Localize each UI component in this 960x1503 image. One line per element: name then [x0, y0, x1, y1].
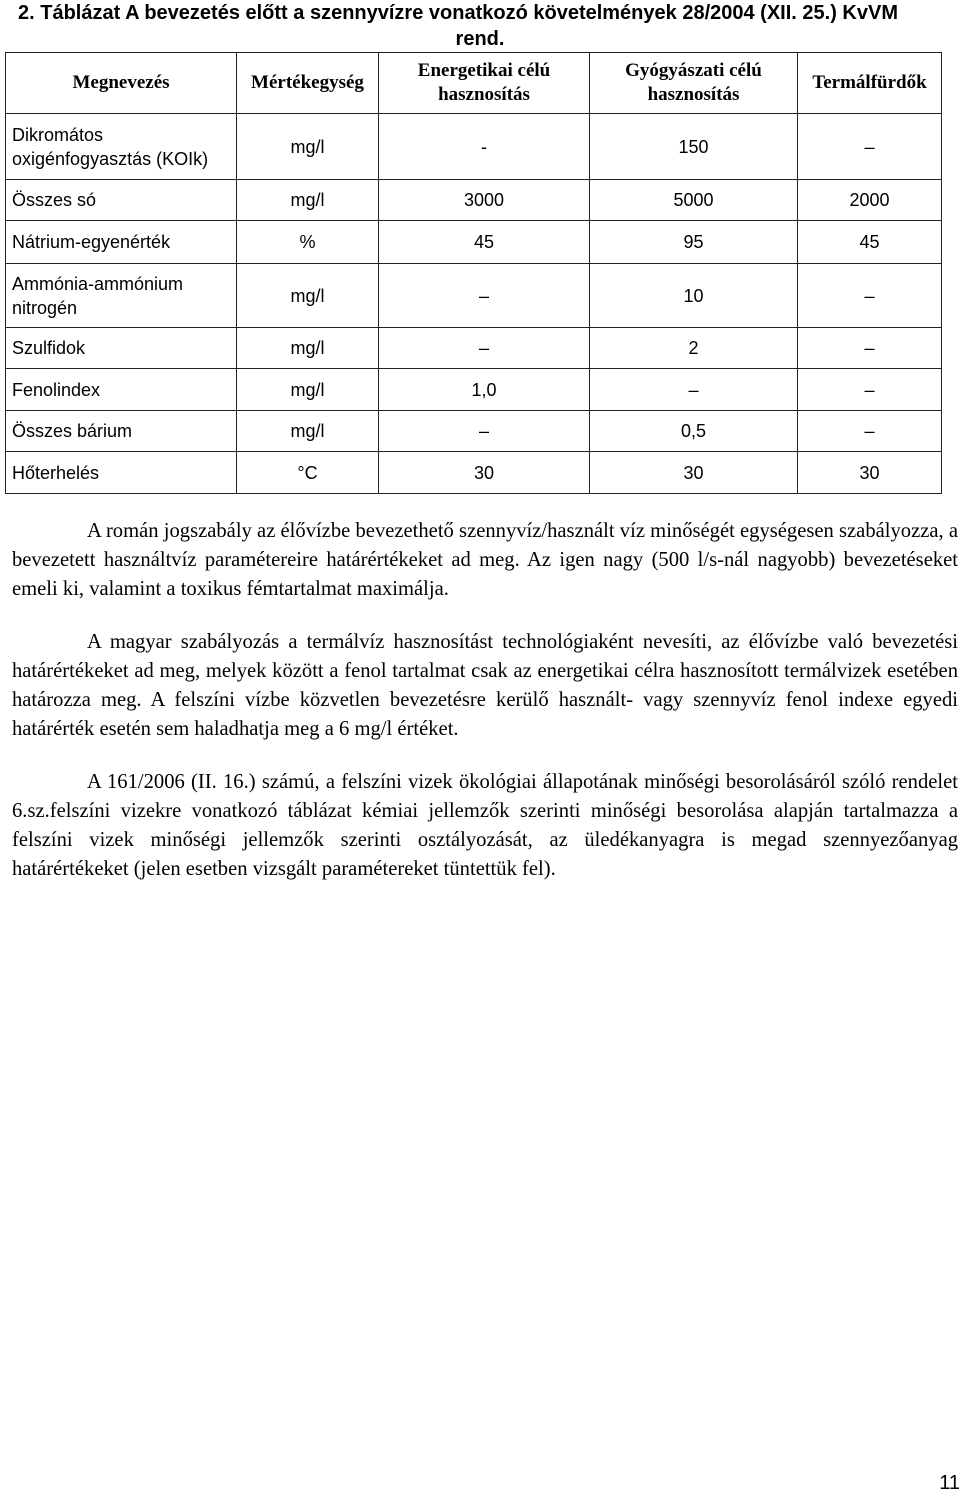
row-thermal-bath: 30 — [798, 452, 942, 494]
paragraph: A román jogszabály az élővízbe bevezethető szennyvíz/használt víz minőségét egységesen szabályozza, a bevezetett használtvíz paramétereire határértékeket ad meg. Az igen nagy (500 l/s-nál nagyobb) bevezetéseket emeli ki, valamint a toxikus fémtartalmat maximálja. — [12, 520, 958, 600]
row-name: Szulfidok — [6, 328, 237, 369]
row-name: Hőterhelés — [6, 452, 237, 494]
table-row — [6, 452, 942, 494]
row-unit: mg/l — [237, 180, 379, 221]
row-medical: 10 — [590, 264, 798, 328]
row-thermal-bath: – — [798, 264, 942, 328]
row-medical: 95 — [590, 221, 798, 264]
page-number: 11 — [939, 1472, 960, 1494]
table-caption-line1: 2. Táblázat A bevezetés előtt a szennyvízre vonatkozó követelmények 28/2004 (XII. 25.) KvVM — [18, 2, 898, 24]
row-name: Dikromátos oxigénfogyasztás (KOIk) — [6, 114, 237, 180]
row-unit: mg/l — [237, 328, 379, 369]
row-energetic: 1,0 — [379, 369, 590, 411]
table-row — [6, 114, 942, 180]
table-caption-line2: rend. — [455, 28, 505, 50]
row-energetic: – — [379, 328, 590, 369]
row-thermal-bath: – — [798, 369, 942, 411]
table-row — [6, 221, 942, 264]
header-medical: Gyógyászati célú hasznosítás — [590, 53, 798, 114]
row-unit: mg/l — [237, 411, 379, 452]
row-name: Összes só — [6, 180, 237, 221]
requirements-table — [5, 52, 942, 494]
table-row — [6, 180, 942, 221]
table-row — [6, 411, 942, 452]
row-thermal-bath: 45 — [798, 221, 942, 264]
row-name: Ammónia-ammónium nitrogén — [6, 264, 237, 328]
header-energetic: Energetikai célú hasznosítás — [379, 53, 590, 114]
row-medical: 0,5 — [590, 411, 798, 452]
row-medical: 2 — [590, 328, 798, 369]
row-thermal-bath: – — [798, 114, 942, 180]
body-text — [12, 517, 958, 908]
row-thermal-bath: – — [798, 328, 942, 369]
row-medical: 5000 — [590, 180, 798, 221]
table-row — [6, 328, 942, 369]
row-energetic: - — [379, 114, 590, 180]
row-name: Összes bárium — [6, 411, 237, 452]
header-thermal-bath: Termálfürdők — [798, 53, 942, 114]
table-row — [6, 264, 942, 328]
row-unit: °C — [237, 452, 379, 494]
row-energetic: 30 — [379, 452, 590, 494]
row-medical: 30 — [590, 452, 798, 494]
row-thermal-bath: – — [798, 411, 942, 452]
row-medical: 150 — [590, 114, 798, 180]
row-unit: mg/l — [237, 369, 379, 411]
row-unit: % — [237, 221, 379, 264]
row-unit: mg/l — [237, 114, 379, 180]
paragraph: A magyar szabályozás a termálvíz hasznosítást technológiaként nevesíti, az élővízbe való bevezetési határértékeket ad meg, melyek között a fenol tartalmat csak az energetikai célra hasznosított termálvizek esetében határozza meg. A felszíni vízbe közvetlen bevezetésre kerülő használt- vagy szennyvíz fenol indexe egyedi határérték esetén sem haladhatja meg a 6 mg/l értéket. — [12, 631, 958, 740]
row-unit: mg/l — [237, 264, 379, 328]
row-name: Fenolindex — [6, 369, 237, 411]
table-header-row — [6, 53, 942, 114]
row-energetic: – — [379, 264, 590, 328]
row-energetic: 3000 — [379, 180, 590, 221]
table-row — [6, 369, 942, 411]
row-energetic: – — [379, 411, 590, 452]
header-unit: Mértékegység — [237, 53, 379, 114]
paragraph: A 161/2006 (II. 16.) számú, a felszíni vizek ökológiai állapotának minőségi besorolásáról szóló rendelet 6.sz.felszíni vizekre vonatkozó táblázat kémiai jellemzők szerinti minőségi besorolása alapján tartalmazza a felszíni vizek minőségi jellemzők szerinti osztályozását, az üledékanyagra is megad szennyezőanyag határértékeket (jelen esetben vizsgált paramétereket tüntettük fel). — [12, 771, 958, 880]
table-caption — [18, 0, 942, 52]
row-thermal-bath: 2000 — [798, 180, 942, 221]
row-name: Nátrium-egyenérték — [6, 221, 237, 264]
header-name: Megnevezés — [6, 53, 237, 114]
row-medical: – — [590, 369, 798, 411]
row-energetic: 45 — [379, 221, 590, 264]
